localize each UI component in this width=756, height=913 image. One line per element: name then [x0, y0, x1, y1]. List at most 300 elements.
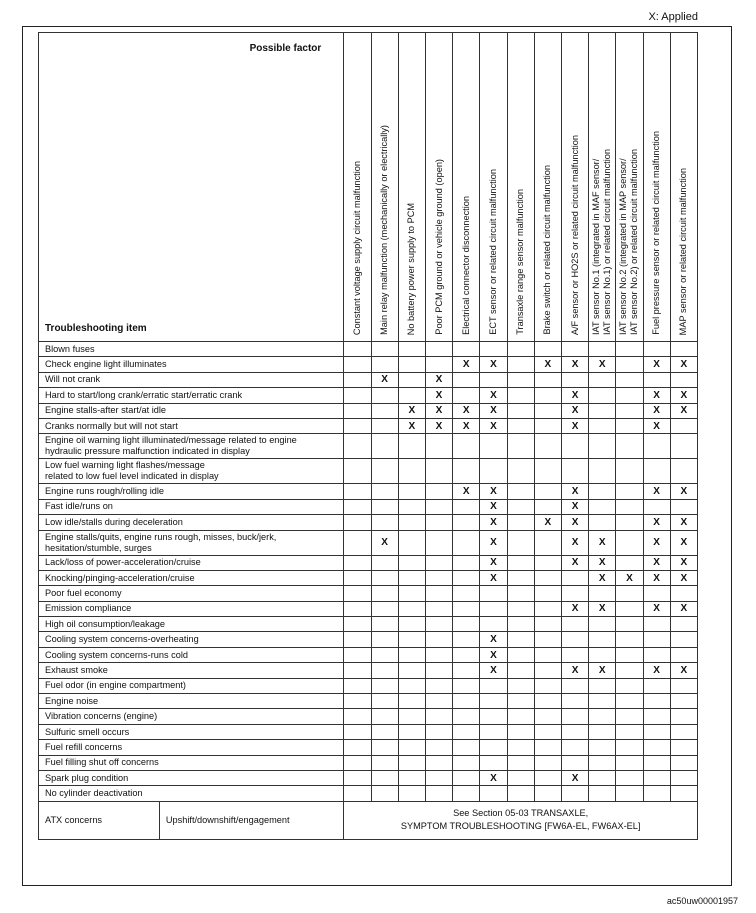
factor-header	[670, 33, 697, 342]
applied-cell	[561, 342, 588, 357]
applied-cell: X	[425, 403, 452, 418]
applied-cell	[344, 709, 371, 724]
factor-label-line: Poor PCM ground or vehicle ground (open)	[433, 159, 444, 335]
applied-cell	[398, 459, 425, 484]
applied-cell	[589, 484, 616, 499]
applied-cell	[425, 434, 452, 459]
applied-cell	[589, 786, 616, 801]
applied-cell	[344, 601, 371, 616]
applied-cell	[507, 617, 534, 632]
applied-cell	[670, 678, 697, 693]
table-row	[39, 724, 698, 739]
applied-cell	[453, 586, 480, 601]
applied-cell: X	[616, 570, 643, 585]
applied-cell	[507, 388, 534, 403]
factor-header	[425, 33, 452, 342]
applied-cell	[398, 484, 425, 499]
applied-cell	[507, 372, 534, 387]
troubleshooting-item	[39, 755, 344, 770]
troubleshooting-item-line: Low idle/stalls during deceleration	[45, 516, 183, 527]
factor-label-line: Electrical connector disconnection	[460, 196, 471, 335]
applied-cell	[643, 740, 670, 755]
applied-cell	[616, 786, 643, 801]
troubleshooting-item	[39, 617, 344, 632]
applied-cell	[534, 484, 561, 499]
factor-label	[618, 149, 640, 335]
troubleshooting-matrix	[38, 32, 698, 840]
applied-cell	[480, 755, 507, 770]
applied-cell	[589, 755, 616, 770]
applied-cell	[398, 694, 425, 709]
applied-cell	[507, 740, 534, 755]
table-row	[39, 694, 698, 709]
applied-cell	[561, 678, 588, 693]
factor-label-line: No battery power supply to PCM	[406, 202, 417, 335]
applied-cell: X	[589, 663, 616, 678]
applied-cell: X	[643, 601, 670, 616]
applied-cell: X	[561, 530, 588, 555]
applied-cell	[589, 678, 616, 693]
applied-cell	[398, 601, 425, 616]
factor-label-line: Transaxle range sensor malfunction	[515, 189, 526, 335]
troubleshooting-item	[39, 678, 344, 693]
troubleshooting-item	[39, 372, 344, 387]
applied-cell	[670, 617, 697, 632]
applied-cell	[589, 515, 616, 530]
applied-cell: X	[589, 601, 616, 616]
applied-cell	[453, 499, 480, 514]
troubleshooting-item	[39, 632, 344, 647]
applied-cell	[453, 617, 480, 632]
table-row	[39, 418, 698, 433]
applied-cell	[643, 632, 670, 647]
troubleshooting-item-line: Low fuel warning light flashes/message	[45, 460, 205, 471]
applied-cell	[616, 724, 643, 739]
applied-cell	[616, 663, 643, 678]
table-row	[39, 530, 698, 555]
applied-cell	[616, 459, 643, 484]
applied-cell	[507, 678, 534, 693]
table-row	[39, 515, 698, 530]
applied-cell	[561, 372, 588, 387]
table-row	[39, 663, 698, 678]
applied-cell	[371, 601, 398, 616]
applied-cell	[616, 770, 643, 785]
applied-cell	[507, 709, 534, 724]
applied-cell	[616, 342, 643, 357]
applied-cell	[453, 434, 480, 459]
applied-cell	[371, 709, 398, 724]
atx-see-note	[344, 801, 698, 839]
applied-cell	[344, 434, 371, 459]
applied-cell	[398, 515, 425, 530]
applied-cell	[453, 724, 480, 739]
applied-cell	[507, 724, 534, 739]
applied-cell: X	[670, 663, 697, 678]
applied-cell	[670, 647, 697, 662]
applied-cell	[480, 678, 507, 693]
table-row	[39, 570, 698, 585]
applied-cell	[344, 484, 371, 499]
troubleshooting-item-line: Poor fuel economy	[45, 587, 122, 598]
applied-cell	[589, 617, 616, 632]
applied-cell	[616, 434, 643, 459]
troubleshooting-item-line: Cranks normally but will not start	[45, 420, 178, 431]
applied-cell	[453, 755, 480, 770]
applied-cell: X	[589, 357, 616, 372]
applied-cell	[616, 755, 643, 770]
applied-cell	[344, 499, 371, 514]
applied-cell	[371, 570, 398, 585]
applied-cell	[425, 515, 452, 530]
applied-cell	[480, 617, 507, 632]
applied-cell	[344, 459, 371, 484]
applied-cell	[616, 418, 643, 433]
applied-cell	[534, 740, 561, 755]
troubleshooting-item	[39, 740, 344, 755]
applied-cell	[398, 372, 425, 387]
applied-cell	[425, 786, 452, 801]
troubleshooting-item-line: No cylinder deactivation	[45, 788, 143, 799]
applied-cell	[371, 647, 398, 662]
applied-cell	[371, 678, 398, 693]
factor-label-line: Constant voltage supply circuit malfunction	[351, 160, 362, 335]
applied-cell	[643, 678, 670, 693]
applied-cell	[616, 499, 643, 514]
applied-cell	[398, 342, 425, 357]
applied-cell	[371, 694, 398, 709]
applied-cell	[371, 663, 398, 678]
applied-cell	[425, 755, 452, 770]
applied-cell	[398, 663, 425, 678]
factor-header	[453, 33, 480, 342]
applied-cell	[371, 755, 398, 770]
applied-cell	[643, 342, 670, 357]
applied-cell	[534, 663, 561, 678]
applied-cell	[670, 724, 697, 739]
applied-cell	[534, 434, 561, 459]
applied-cell	[344, 724, 371, 739]
applied-cell: X	[561, 388, 588, 403]
applied-cell: X	[480, 663, 507, 678]
factor-label-line: IAT sensor No.1 (integrated in MAF sensor/	[591, 158, 602, 335]
troubleshooting-item	[39, 724, 344, 739]
factor-label-line: Brake switch or related circuit malfunction	[542, 165, 553, 335]
applied-cell	[534, 678, 561, 693]
atx-see-line: SYMPTOM TROUBLESHOOTING [FW6A-EL, FW6AX-EL]	[400, 821, 641, 832]
applied-cell: X	[371, 372, 398, 387]
table-row	[39, 342, 698, 357]
applied-cell	[507, 663, 534, 678]
applied-cell	[344, 555, 371, 570]
factor-label	[570, 135, 581, 335]
troubleshooting-item	[39, 586, 344, 601]
factor-label-line: ECT sensor or related circuit malfunction	[487, 169, 498, 335]
applied-cell	[344, 530, 371, 555]
applied-cell	[561, 740, 588, 755]
applied-cell	[507, 586, 534, 601]
factor-label	[434, 159, 445, 335]
applied-cell	[398, 357, 425, 372]
applied-cell: X	[453, 484, 480, 499]
troubleshooting-item	[39, 647, 344, 662]
applied-cell	[344, 357, 371, 372]
applied-cell	[398, 709, 425, 724]
applied-cell	[344, 632, 371, 647]
applied-cell	[534, 388, 561, 403]
table-row	[39, 647, 698, 662]
applied-cell: X	[480, 357, 507, 372]
applied-cell	[507, 570, 534, 585]
applied-cell	[561, 755, 588, 770]
troubleshooting-item-line: Cooling system concerns-overheating	[45, 634, 199, 645]
applied-cell	[371, 459, 398, 484]
troubleshooting-item-line: Engine oil warning light illuminated/message related to engine	[45, 435, 297, 446]
applied-cell	[643, 586, 670, 601]
applied-cell	[534, 601, 561, 616]
applied-cell: X	[589, 555, 616, 570]
applied-cell	[589, 342, 616, 357]
applied-cell: X	[480, 632, 507, 647]
applied-cell	[589, 418, 616, 433]
troubleshooting-item-line: Engine runs rough/rolling idle	[45, 486, 165, 497]
applied-cell	[398, 724, 425, 739]
applied-cell	[398, 434, 425, 459]
troubleshooting-item-line: Hard to start/long crank/erratic start/erratic crank	[45, 389, 243, 400]
applied-cell	[453, 388, 480, 403]
applied-cell	[371, 484, 398, 499]
applied-cell	[344, 388, 371, 403]
applied-cell	[344, 755, 371, 770]
applied-cell: X	[453, 403, 480, 418]
troubleshooting-item	[39, 709, 344, 724]
applied-cell	[670, 755, 697, 770]
table-row	[39, 709, 698, 724]
applied-cell	[371, 724, 398, 739]
applied-cell: X	[398, 418, 425, 433]
applied-cell	[561, 709, 588, 724]
applied-cell	[344, 786, 371, 801]
applied-cell	[398, 678, 425, 693]
applied-cell: X	[480, 647, 507, 662]
troubleshooting-item	[39, 499, 344, 514]
corner-cell	[39, 33, 344, 342]
applied-cell	[507, 601, 534, 616]
troubleshooting-item	[39, 770, 344, 785]
applied-cell: X	[670, 403, 697, 418]
applied-cell	[616, 678, 643, 693]
applied-cell	[371, 418, 398, 433]
applied-cell	[344, 342, 371, 357]
factor-label-line: Main relay malfunction (mechanically or electrically)	[379, 125, 390, 335]
applied-cell	[534, 342, 561, 357]
applied-cell	[453, 694, 480, 709]
applied-cell	[534, 586, 561, 601]
applied-cell	[643, 694, 670, 709]
applied-cell	[480, 459, 507, 484]
applied-cell	[344, 515, 371, 530]
applied-cell	[398, 499, 425, 514]
factor-header	[398, 33, 425, 342]
applied-cell	[398, 617, 425, 632]
applied-cell	[534, 418, 561, 433]
applied-cell	[371, 770, 398, 785]
applied-cell	[561, 434, 588, 459]
applied-cell	[670, 709, 697, 724]
applied-cell	[589, 647, 616, 662]
applied-cell	[453, 372, 480, 387]
applied-cell	[344, 586, 371, 601]
applied-cell	[425, 601, 452, 616]
applied-cell: X	[561, 770, 588, 785]
applied-cell: X	[480, 418, 507, 433]
applied-cell	[371, 632, 398, 647]
figure-id: ac50uw00001957	[666, 896, 738, 906]
applied-cell	[480, 434, 507, 459]
applied-cell: X	[670, 530, 697, 555]
applied-cell	[643, 709, 670, 724]
applied-cell	[425, 530, 452, 555]
applied-cell: X	[398, 403, 425, 418]
applied-cell	[589, 709, 616, 724]
applied-cell: X	[561, 403, 588, 418]
factor-label-line: Fuel pressure sensor or related circuit malfunction	[651, 131, 662, 335]
applied-cell: X	[643, 530, 670, 555]
applied-cell	[507, 530, 534, 555]
table-row	[39, 740, 698, 755]
applied-cell: X	[480, 388, 507, 403]
factor-label-line: IAT sensor No.2 (integrated in MAP sensor/	[618, 158, 629, 335]
applied-cell	[453, 342, 480, 357]
applied-cell	[371, 357, 398, 372]
applied-cell	[398, 740, 425, 755]
troubleshooting-item	[39, 601, 344, 616]
applied-cell	[507, 459, 534, 484]
applied-cell	[425, 342, 452, 357]
factor-header	[344, 33, 371, 342]
applied-cell	[561, 570, 588, 585]
atx-label: ATX concerns	[39, 801, 160, 839]
applied-cell: X	[589, 570, 616, 585]
factor-header	[616, 33, 643, 342]
applied-cell	[398, 755, 425, 770]
troubleshooting-item-line: Engine noise	[45, 695, 99, 706]
applied-cell: X	[643, 418, 670, 433]
table-row	[39, 499, 698, 514]
applied-cell	[616, 740, 643, 755]
troubleshooting-item-line: Spark plug condition	[45, 772, 129, 783]
applied-cell	[534, 403, 561, 418]
applied-cell	[398, 632, 425, 647]
applied-cell	[670, 740, 697, 755]
table-row	[39, 484, 698, 499]
applied-cell: X	[453, 357, 480, 372]
applied-cell	[670, 586, 697, 601]
applied-cell	[398, 586, 425, 601]
applied-cell: X	[643, 403, 670, 418]
troubleshooting-item-line: Fuel refill concerns	[45, 741, 123, 752]
factor-header	[643, 33, 670, 342]
applied-cell	[371, 586, 398, 601]
applied-cell	[425, 459, 452, 484]
applied-cell	[643, 499, 670, 514]
applied-cell	[534, 755, 561, 770]
troubleshooting-item	[39, 484, 344, 499]
table-row	[39, 388, 698, 403]
applied-cell	[425, 555, 452, 570]
applied-cell: X	[643, 515, 670, 530]
applied-cell	[344, 617, 371, 632]
factor-label	[488, 169, 499, 335]
applied-cell	[561, 586, 588, 601]
applied-cell: X	[480, 515, 507, 530]
applied-cell: X	[561, 499, 588, 514]
applied-cell	[480, 694, 507, 709]
applied-cell	[371, 740, 398, 755]
applied-cell	[643, 724, 670, 739]
applied-cell	[589, 403, 616, 418]
applied-cell	[534, 632, 561, 647]
applied-cell	[616, 372, 643, 387]
applied-cell	[534, 499, 561, 514]
applied-cell	[425, 694, 452, 709]
troubleshooting-item-line: Exhaust smoke	[45, 664, 108, 675]
applied-cell	[616, 694, 643, 709]
factor-label-line: A/F sensor or HO2S or related circuit malfunction	[569, 134, 580, 335]
factor-header	[589, 33, 616, 342]
applied-cell	[344, 372, 371, 387]
applied-cell	[344, 403, 371, 418]
table-row	[39, 372, 698, 387]
applied-cell: X	[670, 484, 697, 499]
applied-cell	[561, 617, 588, 632]
factor-header	[507, 33, 534, 342]
troubleshooting-item	[39, 388, 344, 403]
applied-cell: X	[670, 570, 697, 585]
applied-cell: X	[561, 555, 588, 570]
applied-cell	[507, 786, 534, 801]
applied-cell	[616, 388, 643, 403]
applied-cell	[425, 617, 452, 632]
applied-cell	[453, 678, 480, 693]
applied-cell	[589, 586, 616, 601]
troubleshooting-item-line: Vibration concerns (engine)	[45, 711, 158, 722]
applied-cell	[643, 617, 670, 632]
applied-cell	[398, 555, 425, 570]
troubleshooting-item	[39, 434, 344, 459]
applied-cell: X	[670, 357, 697, 372]
applied-cell	[453, 647, 480, 662]
table-row	[39, 357, 698, 372]
troubleshooting-item-line: Engine stalls-after start/at idle	[45, 405, 167, 416]
applied-cell	[344, 663, 371, 678]
applied-cell: X	[670, 515, 697, 530]
factor-header	[371, 33, 398, 342]
troubleshooting-item	[39, 663, 344, 678]
troubleshooting-item-line: Lack/loss of power-acceleration/cruise	[45, 557, 201, 568]
applied-cell	[670, 694, 697, 709]
applied-cell	[453, 515, 480, 530]
applied-cell	[616, 709, 643, 724]
applied-cell	[371, 388, 398, 403]
applied-cell: X	[643, 484, 670, 499]
table-row	[39, 755, 698, 770]
applied-cell	[425, 678, 452, 693]
applied-cell	[371, 434, 398, 459]
applied-cell: X	[561, 663, 588, 678]
applied-cell	[507, 770, 534, 785]
table-row	[39, 601, 698, 616]
